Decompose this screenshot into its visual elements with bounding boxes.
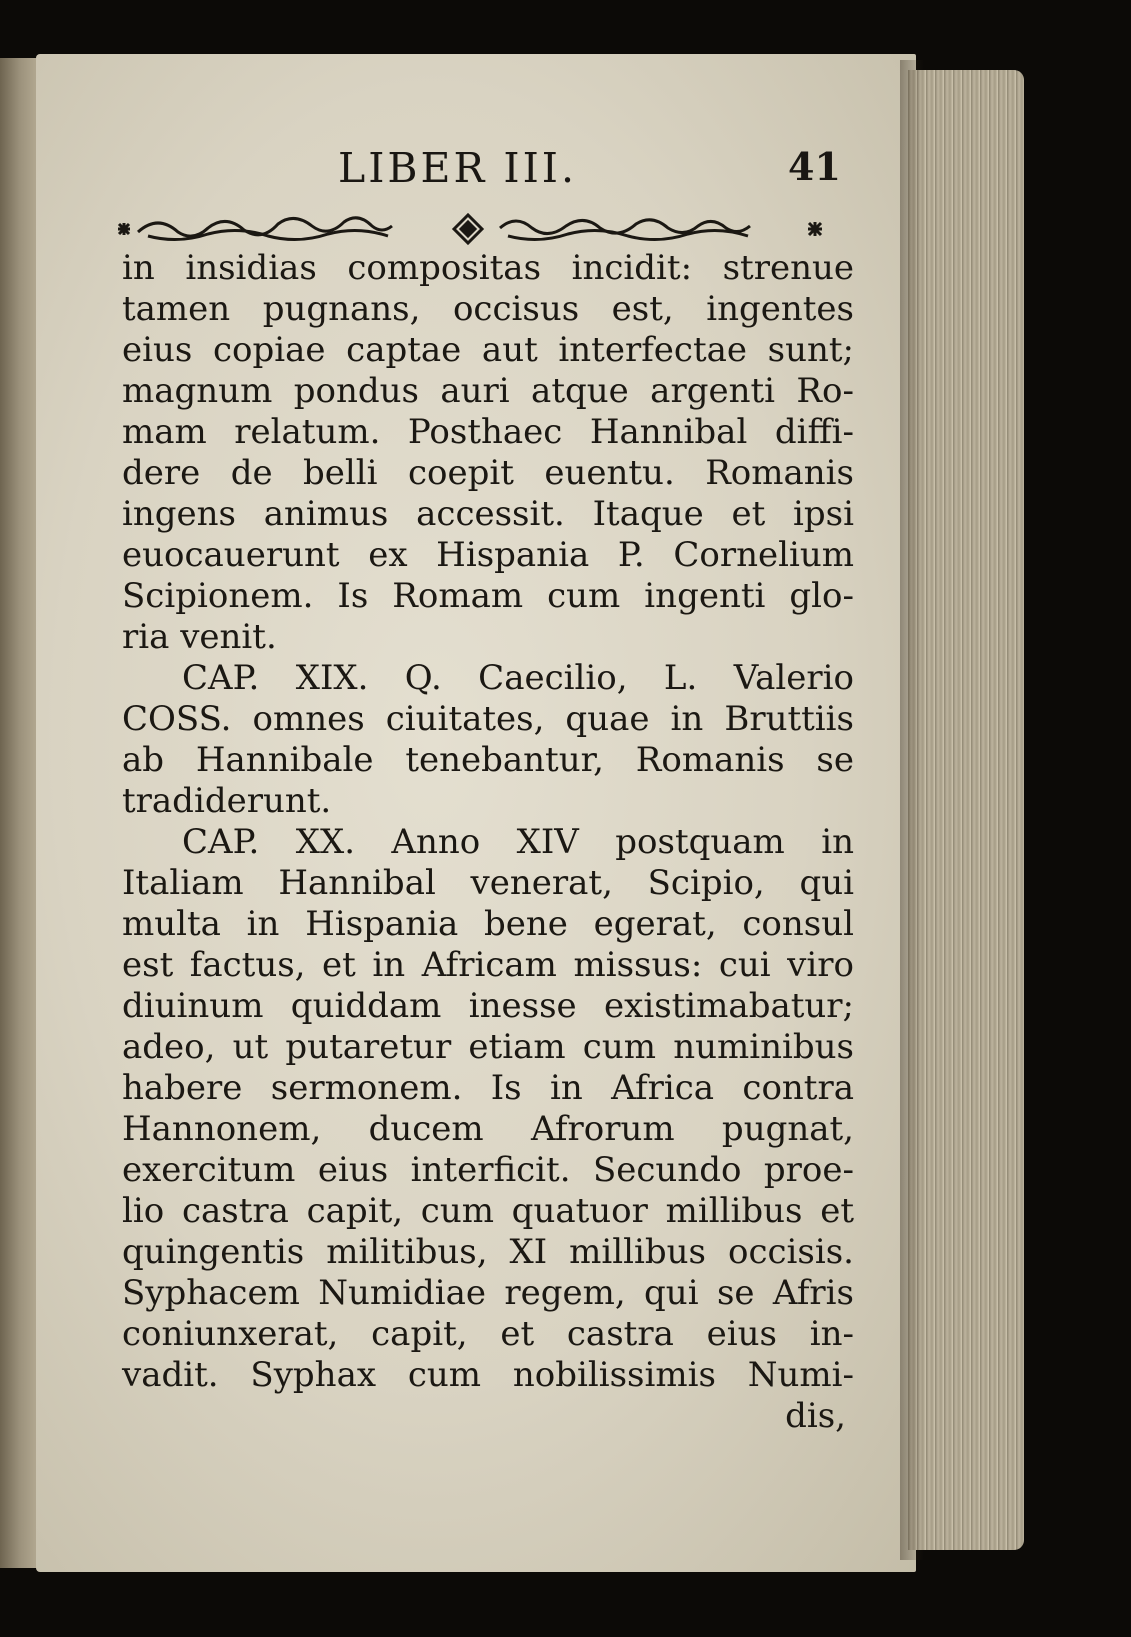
text-line: magnum pondus auri atque argenti Ro- xyxy=(122,371,854,411)
page-header xyxy=(338,144,841,204)
text-line: exercitum eius interficit. Secundo proe- xyxy=(122,1150,854,1190)
text-line: coniunxerat, capit, et castra eius in- xyxy=(122,1314,854,1354)
text-line: vadit. Syphax cum nobilissimis Numi- xyxy=(122,1355,854,1395)
page-number: 41 xyxy=(788,144,841,189)
text-line: dere de belli coepit euentu. Romanis xyxy=(122,453,854,493)
page-fore-edge xyxy=(908,70,1024,1550)
text-line: Scipionem. Is Romam cum ingenti glo- xyxy=(122,576,854,616)
text-line: diuinum quiddam inesse existimabatur; xyxy=(122,986,854,1026)
text-line: ingens animus accessit. Itaque et ipsi xyxy=(122,494,854,534)
text-line: multa in Hispania bene egerat, consul xyxy=(122,904,854,944)
text-line: lio castra capit, cum quatuor millibus et xyxy=(122,1191,854,1231)
text-line: Italiam Hannibal venerat, Scipio, qui xyxy=(122,863,854,903)
text-line: Hannonem, ducem Afrorum pugnat, xyxy=(122,1109,854,1149)
running-head: LIBER III. xyxy=(338,144,578,192)
text-line: eius copiae captae aut interfectae sunt; xyxy=(122,330,854,370)
text-line: est factus, et in Africam missus: cui viro xyxy=(122,945,854,985)
text-line: quingentis militibus, XI millibus occisis. xyxy=(122,1232,854,1272)
chapter-heading-line: CAP. XIX. Q. Caecilio, L. Valerio xyxy=(182,658,854,698)
text-line: ria venit. xyxy=(122,617,277,657)
text-line: tradiderunt. xyxy=(122,781,332,821)
text-line: tamen pugnans, occisus est, ingentes xyxy=(122,289,854,329)
text-line: Syphacem Numidiae regem, qui se Afris xyxy=(122,1273,854,1313)
text-line: habere sermonem. Is in Africa contra xyxy=(122,1068,854,1108)
headpiece-ornament-icon xyxy=(108,208,848,250)
chapter-heading-line: CAP. XX. Anno XIV postquam in xyxy=(182,822,854,862)
text-line: adeo, ut putaretur etiam cum numinibus xyxy=(122,1027,854,1067)
facing-page-edge xyxy=(0,58,40,1568)
catchword: dis, xyxy=(785,1396,846,1436)
text-line: euocauerunt ex Hispania P. Cornelium xyxy=(122,535,854,575)
text-line: in insidias compositas incidit: strenue xyxy=(122,248,854,288)
text-line: ab Hannibale tenebantur, Romanis se xyxy=(122,740,854,780)
text-line: mam relatum. Posthaec Hannibal diffi- xyxy=(122,412,854,452)
gutter-shadow xyxy=(900,60,924,1560)
text-line: COSS. omnes ciuitates, quae in Bruttiis xyxy=(122,699,854,739)
body-text xyxy=(122,248,854,1437)
